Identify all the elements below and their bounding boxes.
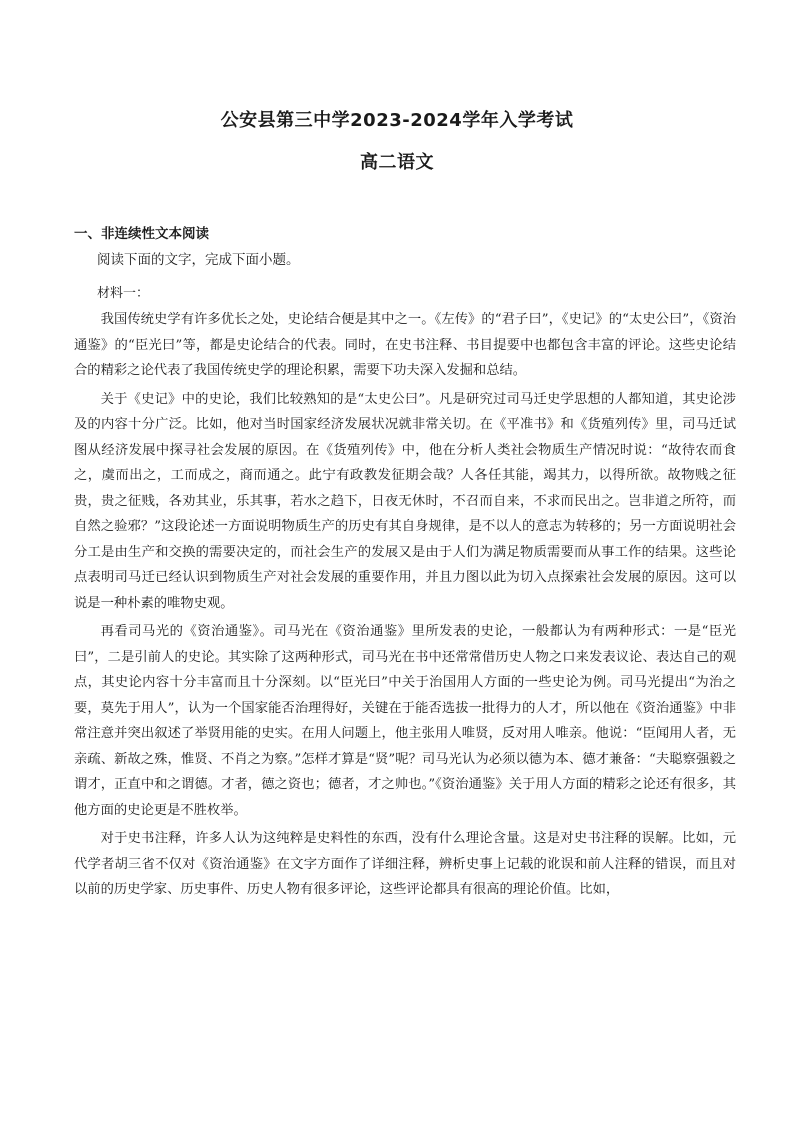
material-label: 材料一： [97, 286, 150, 301]
exam-subtitle: 高二语文 [360, 152, 434, 173]
reading-instruction: 阅读下面的文字，完成下面小题。 [97, 252, 300, 268]
exam-title: 公安县第三中学2023-2024学年入学考试 [220, 110, 574, 131]
paragraph-3: 再看司马光的《资治通鉴》。司马光在《资治通鉴》里所发表的史论，一般都认为有两种形式：一是“臣光曰”，二是引前人的史论。其实除了这两种形式，司马光在书中还常常借历史人物之口来发表议论、表达自己的观点，其史论内容十分丰富而且十分深刻。以“臣光曰”中关于治国用人方面的一些史论为例。司马光提出“为治之要，莫先于用人”，认为一个国家能否治理得好，关键在于能否选拔一批得力的人才，所以他在《资治通鉴》中非常注意并突出叙述了举贤用能的史实。在用人问题上，他主张用人唯贤，反对用人唯亲。他说：“臣闻用人者，无亲疏、新故之殊，惟贤、不肖之为察。”怎样才算是“贤”呢？司马光认为必须以德为本、德才兼备：“夫聪察强毅之谓才，正直中和之谓德。才者，德之资也；德者，才之帅也。”《资治通鉴》关于用人方面的精彩之论还有很多，其他方面的史论更是不胜枚举。 [74, 624, 736, 818]
paragraph-4: 对于史书注释，许多人认为这纯粹是史料性的东西，没有什么理论含量。这是对史书注释的误解。比如，元代学者胡三省不仅对《资治通鉴》在文字方面作了详细注释，辨析史事上记载的讹误和前人注释的错误，而且对以前的历史学家、历史事件、历史人物有很多评论，这些评论都具有很高的理论价值。比如， [74, 831, 736, 897]
paragraph-1: 我国传统史学有许多优长之处，史论结合便是其中之一。《左传》的“君子曰”，《史记》的“太史公曰”，《资治通鉴》的“臣光曰”等，都是史论结合的代表。同时，在史书注释、书目提要中也都包含丰富的评论。这些史论结合的精彩之论代表了我国传统史学的理论积累，需要下功夫深入发掘和总结。 [74, 312, 736, 378]
material-body [74, 307, 736, 906]
paragraph-2: 关于《史记》中的史论，我们比较熟知的是“太史公曰”。凡是研究过司马迁史学思想的人都知道，其史论涉及的内容十分广泛。比如，他对当时国家经济发展状况就非常关切。在《平准书》和《货殖列传》里，司马迁试图从经济发展中探寻社会发展的原因。在《货殖列传》中，他在分析人类社会物质生产情况时说：“故待农而食之，虞而出之，工而成之，商而通之。此宁有政教发征期会哉？人各任其能，竭其力，以得所欲。故物贱之征贵，贵之征贱，各劝其业，乐其事，若水之趋下，日夜无休时，不召而自来，不求而民出之。岂非道之所符，而自然之验邪？”这段论述一方面说明物质生产的历史有其自身规律，是不以人的意志为转移的；另一方面说明社会分工是由生产和交换的需要决定的，而社会生产的发展又是由于人们为满足物质需要而从事工作的结果。这些论点表明司马迁已经认识到物质生产对社会发展的重要作用，并且力图以此为切入点探索社会发展的原因。这可以说是一种朴素的唯物史观。 [74, 391, 736, 611]
section-heading: 一、非连续性文本阅读 [74, 226, 209, 242]
